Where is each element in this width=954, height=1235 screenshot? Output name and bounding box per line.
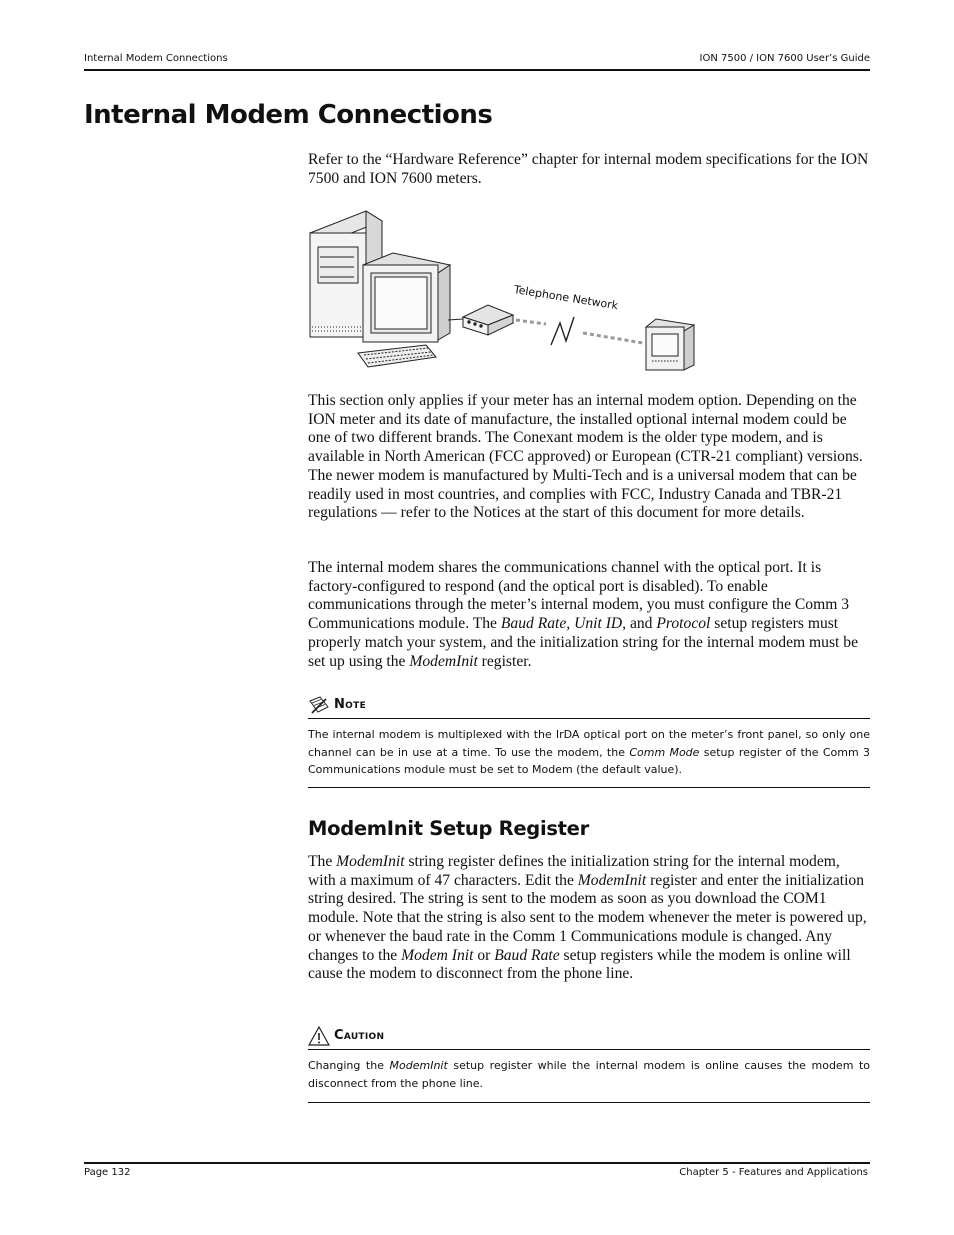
keyboard-icon	[358, 345, 436, 367]
external-modem-icon	[463, 305, 513, 335]
ion-meter-icon	[646, 319, 694, 370]
note-text: The internal modem is multiplexed with the IrDA optical port on the meter’s front panel, so only one channel can be in use at a time. To use the modem, the Comm Mode setup register of the Comm 3 Communications module must be set to Modem (the default value).	[308, 728, 870, 776]
header-rule	[84, 69, 870, 71]
comm-channel-paragraph: The internal modem shares the communications channel with the optical port. It is factory-configured to respond (and the optical port is disabled). To enable communications through the meter’s internal modem, you must configure the Comm 3 Communications module. The Baud Rate, Unit ID, and Protocol setup registers must properly match your system, and the initialization string for the internal modem must be set up using the ModemInit register.	[308, 559, 858, 670]
modem-connection-diagram	[308, 205, 708, 375]
modeminit-paragraph: The ModemInit string register defines the initialization string for the internal modem, with a maximum of 47 characters. Edit the ModemInit register and enter the initialization string desired. The string is sent to the modem as soon as you download the COM1 module. Note that the string is also sent to the modem whenever the meter is powered up, or whenever the baud rate in the Comm 1 Communications module is changed. Any changes to the Modem Init or Baud Rate setup registers while the modem is online will cause the modem to disconnect from the phone line.	[308, 853, 867, 983]
note-label: Note	[334, 697, 367, 712]
lightning-icon	[551, 317, 574, 345]
note-bottom-rule	[308, 787, 870, 788]
telephone-network-link	[516, 320, 643, 343]
chapter-label: Chapter 5 - Features and Applications	[679, 1167, 868, 1178]
page-number: Page 132	[84, 1167, 131, 1178]
caution-text: Changing the ModemInit setup register while the internal modem is online causes the modem to disconnect from the phone line.	[308, 1059, 871, 1090]
running-header-section: Internal Modem Connections	[84, 53, 228, 64]
caution-label: Caution	[334, 1028, 385, 1043]
telephone-network-label: Telephone Network	[512, 283, 620, 313]
note-top-rule	[308, 718, 870, 719]
modem-brands-paragraph: This section only applies if your meter has an internal modem option. Depending on the ION meter and its date of manufacture, the installed optional internal modem could be one of two different brands. The Conexant modem is the older type modem, and is available in North American (FCC approved) or European (CTR-21 compliant) versions. The newer modem is manufactured by Multi-Tech and is a universal modem that can be readily used in most countries, and complies with FCC, Industry Canada and TBR-21 regulations — refer to the Notices at the start of this document for more details.	[308, 392, 863, 522]
running-header-guide: ION 7500 / ION 7600 User’s Guide	[699, 53, 870, 64]
warning-triangle-icon	[308, 1026, 330, 1046]
intro-paragraph: Refer to the “Hardware Reference” chapter for internal modem specifications for the ION 7500 and ION 7600 meters.	[308, 151, 869, 187]
footer-rule	[84, 1162, 870, 1164]
caution-top-rule	[308, 1049, 870, 1050]
note-pencil-icon	[308, 695, 330, 715]
monitor-icon	[363, 253, 450, 342]
page-title: Internal Modem Connections	[84, 100, 493, 130]
section-heading-modeminit: ModemInit Setup Register	[308, 817, 589, 840]
caution-bottom-rule	[308, 1102, 870, 1103]
